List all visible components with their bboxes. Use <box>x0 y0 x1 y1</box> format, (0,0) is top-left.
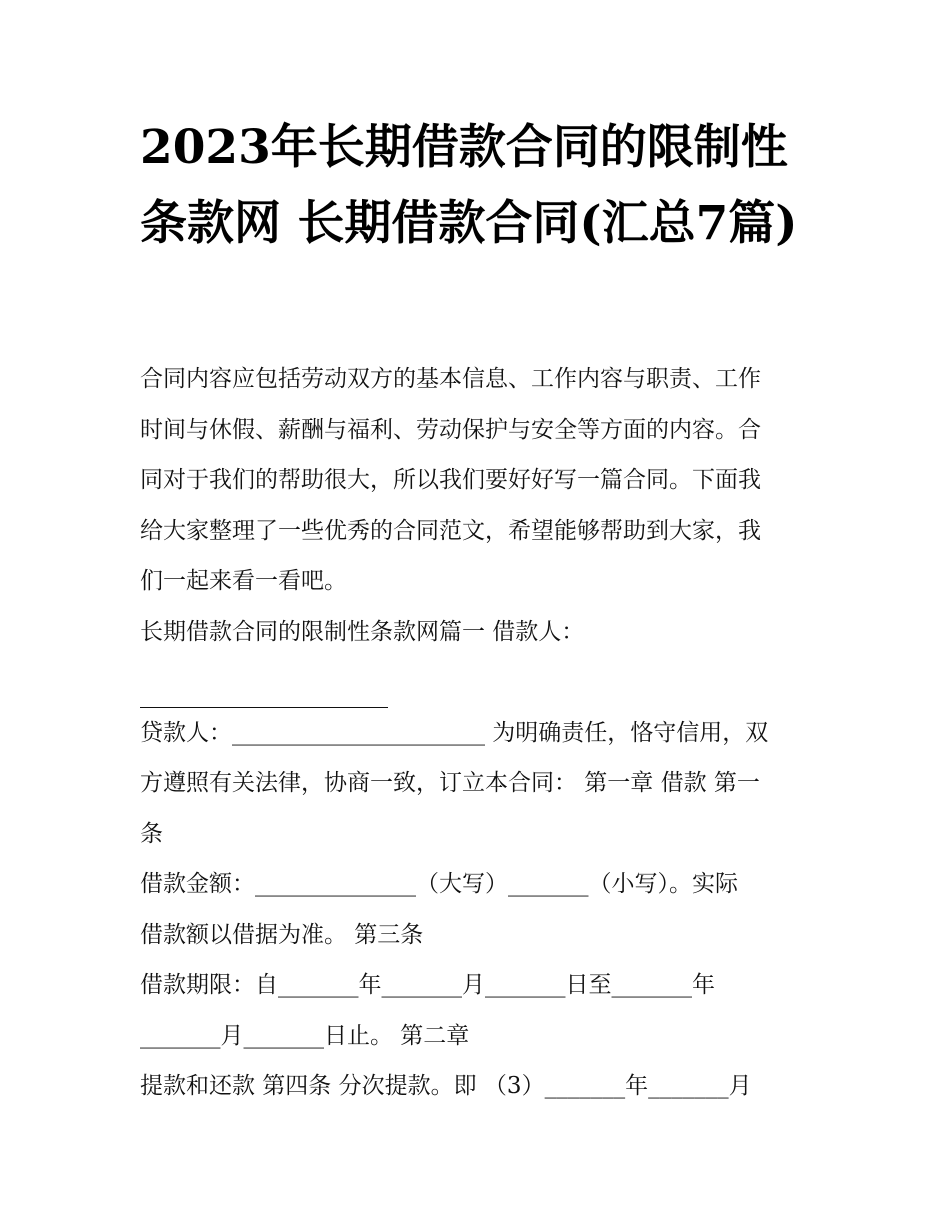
paragraph-line: 时间与休假、薪酬与福利、劳动保护与安全等方面的内容。合 <box>140 416 761 443</box>
borrower-blank-line <box>140 657 820 708</box>
paragraph-line: 借款期限：自_______年_______月_______日至_______年 <box>140 972 715 998</box>
paragraph-line: 借款金额：______________（大写）_______（小写）。实际 <box>140 871 738 897</box>
paragraph-line: 们一起来看一看吧。 <box>140 568 347 594</box>
paragraph-line: 条 <box>140 820 163 847</box>
paragraph-line: 借款额以借据为准。 第三条 <box>140 921 424 948</box>
fill-in-blank <box>140 679 388 708</box>
paragraph-line: 贷款人：______________________ 为明确责任，恪守信用，双 <box>140 719 769 746</box>
paragraph-line: 合同内容应包括劳动双方的基本信息、工作内容与职责、工作 <box>140 366 761 392</box>
document-body <box>140 354 820 1112</box>
section-heading-line: 长期借款合同的限制性条款网篇一 借款人： <box>140 618 585 645</box>
paragraph-line: 提款和还款 第四条 分次提款。即 （3）_______年_______月 <box>140 1073 752 1099</box>
paragraph-line: 方遵照有关法律，协商一致，订立本合同： 第一章 借款 第一 <box>140 770 760 796</box>
paragraph-line: 给大家整理了一些优秀的合同范文，希望能够帮助到大家，我 <box>140 517 761 544</box>
paragraph-line: 同对于我们的帮助很大，所以我们要好好写一篇合同。下面我 <box>140 467 761 493</box>
document-title: 2023年长期借款合同的限制性条款网 长期借款合同(汇总7篇) <box>140 120 798 251</box>
paragraph-line: _______月_______日止。 第二章 <box>140 1022 470 1049</box>
